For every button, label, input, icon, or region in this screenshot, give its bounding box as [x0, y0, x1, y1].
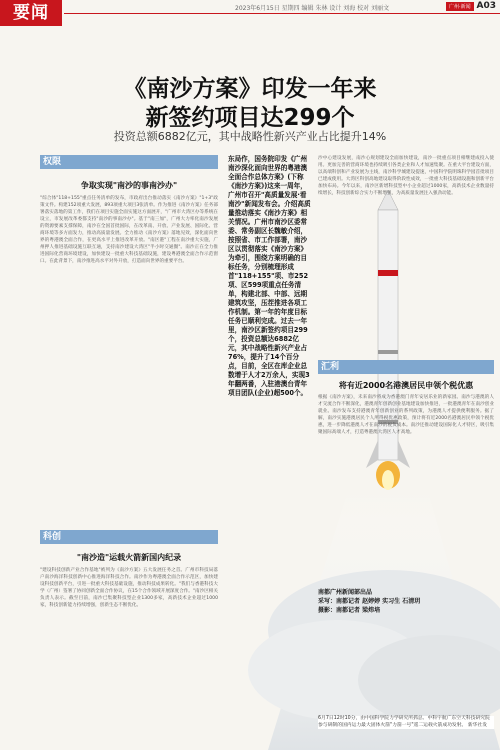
- section-bar-kechuang: 科创: [40, 530, 218, 544]
- article-body-middle: 东局作，国务院印发《广州南沙深化面向世界的粤港澳全面合作总体方案》(下称《南沙方案》)这来一周年，广州市召开"高质量发展·看南沙"新闻发布会。介绍高质量推动落实《南沙方案》相关情况。广州市南沙区委常委、常务副区长魏敏介绍，按照省、市工作部署，南沙区以贯彻落实《南沙方案》为牵引，围绕方案明确的目标任务，分别梳理形成首"118+155"项、市252项、区599项重点任务清单，构建北部、中部、远期建筑攻坚，压茬推进各项工作机制。第一年的年度目标任务已顺利完成。过去一年里，南沙区新签约项目299个，投资总额达6882亿元，其中战略性新兴产业占76%，提升了14个百分点，目前，全区在库企业总数增于人才2万余人，实现3年翻两番，入驻港澳台青年项目团队(企业)超500个。: [228, 155, 311, 397]
- credits-line-3: 摄影：南都记者 梁炜培: [318, 607, 381, 614]
- photo-caption: 6月7日12时10分，由中国科学院力学研究所抓总、中科宇航广东空天科技研究院参与研制的国内运力最大固体火箭"力箭一号"遥二运载火箭成功发射。 新华社发: [318, 716, 494, 729]
- article-title-left-bottom: "南沙造"运载火箭新国内纪录: [76, 553, 182, 562]
- date-line: 2023年6月15日 星期四 编辑 朱林 设计 刘海 校对 刘丽文: [235, 5, 390, 12]
- section-tag: 要闻: [0, 0, 62, 26]
- page-badge: 广州·新闻: [446, 2, 474, 11]
- subhead: 投资总额6882亿元，其中战略性新兴产业占比提升14%: [113, 130, 387, 143]
- article-body-right-middle: 根据《南沙方案》，未来南沙将成为香港澳门青年安居乐业的新家园。南沙与港澳的人才交流合作不断深化，港澳青年创新创业基地建设加快推进，一批港澳青年在南沙创业就业。南沙发布支持港澳青年创新创业的系列政策，为港澳人才提供便利服务。据了解，南沙实施港澳居民个人所得税优惠政策，预计将有近2000名港澳居民申领个税优惠，进一步降低港澳人才在南沙的税负成本。南沙还推动建设国际化人才特区，吸引集聚国际高端人才，打造粤港澳大湾区人才高地。: [318, 395, 494, 435]
- credits-line-2: 采写：南都记者 赵婷婷 实习生 石清玥: [318, 598, 421, 605]
- masthead: [0, 0, 500, 28]
- headline-line-1: 《南沙方案》印发一年来: [123, 76, 377, 102]
- credits: [318, 588, 420, 615]
- page-number: A03: [476, 1, 496, 11]
- top-rule: [64, 13, 500, 14]
- article-body-left-top: "综合体"118+155"重点任务清单的发布，市政府出台推动落实《南沙方案》"1+3"政策文件。构建152项重大发展，893项重大项目3张清单。作为推进《南沙方案》任务部署落实落地的第工作，我们在项目实施全面实施这方面展开，"广州市大湾区办等系统在设立，市发展改革委都支持"南沙的事南沙办"。基于"南三加"，广州大力率化南沙发展的资源要素支撑保障，南沙在全国首批国际，在改革南、开放、产业发展、国际化、营商环境等多方面发力，推动高质量发展。全力推动《南沙方案》落地见效，深化面向世界的粤港澳全面合作，在更高水平上推进改革开放。"南区港"工程在南沙重大实施，广州押人推进基础设施互联互通，支持南沙建设大湾区"半小时交通圈"。南沙正在全力推进国际化营商环境建设，加快建设一批重大科技基础设施，建设粤港澳全面合作示范窗口。在此背景下，南沙推进高水平对外开放，打造面向世界的重要平台。: [40, 196, 218, 264]
- article-body-right-top: 沙中心建设发展，南沙心规划建设全面加快建设，南沙一批重点项目相继建成投入使用。更加完善的营商环境也持续吸引各类企业和人才加速集聚。在重大平台建设方面，以高端科创和产业发展为主线，南沙科学城建设提速，中国科学院明珠科学园首批项目已建成使用。大湾区科创高地建设取得阶段性成效，一批重大科技基础设施和创新平台加快布局。今年以来，南沙区新增科技型中小企业超过1000家，高新技术企业数量持续增长，科技创新综合实力不断增强，为高质量发展注入强劲动能。: [318, 156, 494, 196]
- credits-line-1: 南都广州新闻部出品: [318, 589, 373, 596]
- article-title-left-top: 争取实现"南沙的事南沙办": [80, 181, 178, 190]
- section-bar-quanxian: 权限: [40, 155, 218, 169]
- headline-line-2: 新签约项目达299个: [145, 105, 355, 131]
- article-title-right: 将有近2000名港澳居民申领个税优惠: [338, 381, 474, 390]
- section-bar-huili: 汇利: [318, 360, 494, 374]
- article-body-left-bottom: "建设科技创新产业合作基地"被列为《南沙方案》五大发展任务之首。广州市科技局落户南沙海洋科技创新中心推进海洋科技合作。南沙作为粤港澳全面合作示范区，加快建设科技创新平台，引进一批重大科技基础设施，推动科技成果转化。"我们与香港科技大学（广州）签署了协同创新全面合作协议，在15个合作领域开展深度合作。"南沙区相关负责人表示。截至目前，南沙已集聚科技型企业1300多家，高新技术企业超过1000家，科技创新能力持续增强，创新生态不断优化。: [40, 568, 218, 608]
